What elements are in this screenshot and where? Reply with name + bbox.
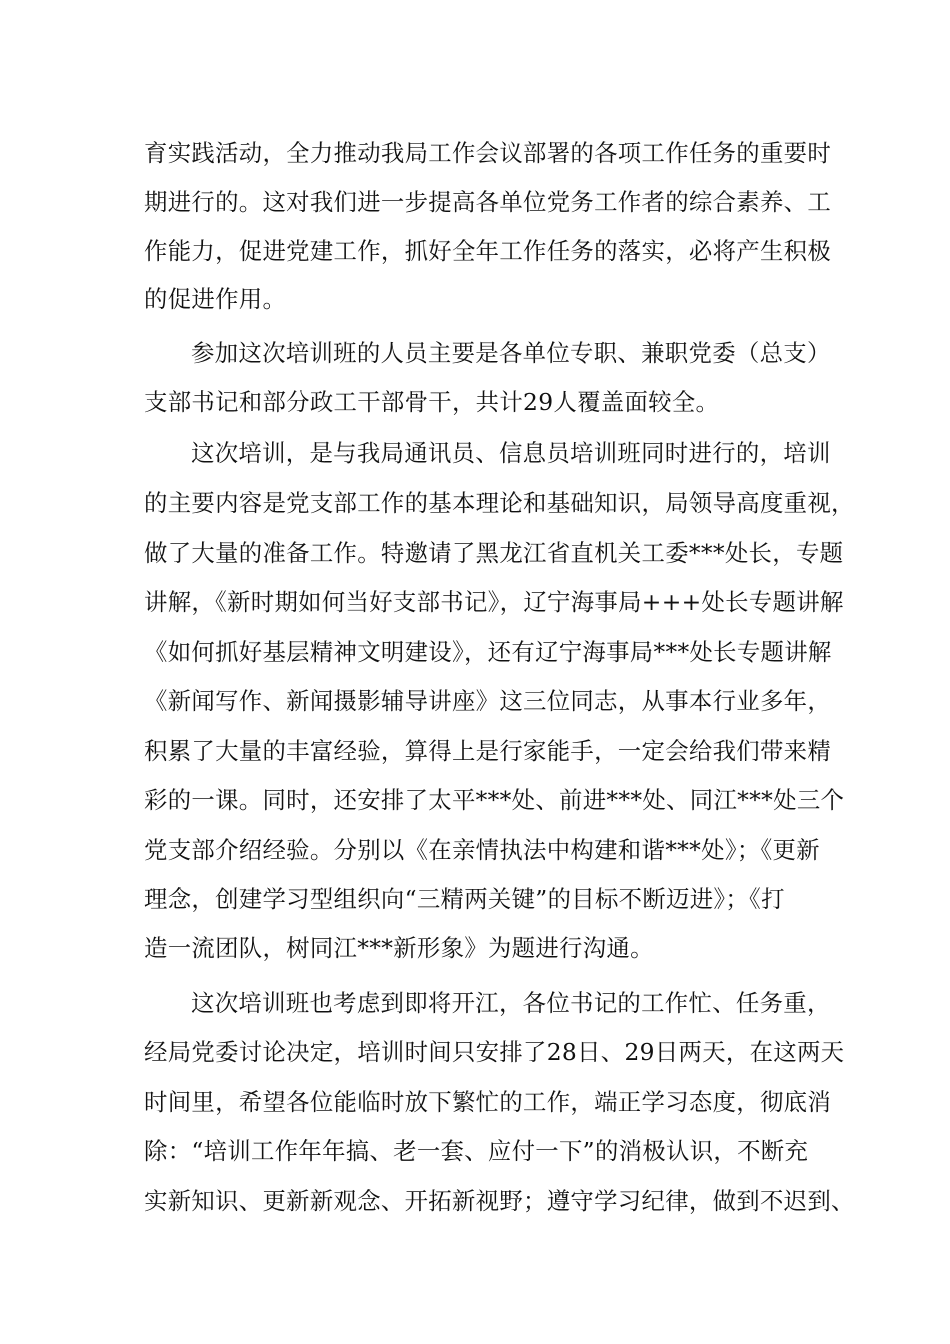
text-line: 的主要内容是党支部工作的基本理论和基础知识，局领导高度重视， xyxy=(144,489,855,517)
text-line: 这次培训，是与我局通讯员、信息员培训班同时进行的，培训 xyxy=(191,439,831,467)
text-line: 时间里，希望各位能临时放下繁忙的工作，端正学习态度，彻底消 xyxy=(144,1088,832,1116)
text-line: 期进行的。这对我们进一步提高各单位党务工作者的综合素养、工 xyxy=(144,188,832,216)
text-line: 党支部介绍经验。分别以《在亲情执法中构建和谐***处》；《更新 xyxy=(144,836,820,864)
text-line: 讲解，《新时期如何当好支部书记》，辽宁海事局+++处长专题讲解 xyxy=(144,588,844,616)
text-line: 理念，创建学习型组织向“三精两关键”的目标不断迈进》；《打 xyxy=(144,885,785,913)
text-line: 造一流团队，树同江***新形象》为题进行沟通。 xyxy=(144,934,654,962)
text-line: 除：“培训工作年年搞、老一套、应付一下”的消极认识，不断充 xyxy=(144,1137,809,1165)
text-line: 这次培训班也考虑到即将开江，各位书记的工作忙、任务重， xyxy=(191,989,831,1017)
text-line: 实新知识、更新新观念、开拓新视野；遵守学习纪律，做到不迟到、 xyxy=(144,1187,855,1215)
text-line: 《新闻写作、新闻摄影辅导讲座》这三位同志，从事本行业多年， xyxy=(144,687,832,715)
text-line: 育实践活动，全力推动我局工作会议部署的各项工作任务的重要时 xyxy=(144,139,832,167)
text-line: 《如何抓好基层精神文明建设》，还有辽宁海事局***处长专题讲解 xyxy=(144,638,832,666)
text-line: 经局党委讨论决定，培训时间只安排了28日、29日两天，在这两天 xyxy=(144,1038,845,1066)
text-line: 积累了大量的丰富经验，算得上是行家能手，一定会给我们带来精 xyxy=(144,737,832,765)
text-line: 参加这次培训班的人员主要是各单位专职、兼职党委（总支） xyxy=(191,339,831,367)
text-line: 做了大量的准备工作。特邀请了黑龙江省直机关工委***处长，专题 xyxy=(144,539,844,567)
text-line: 支部书记和部分政工干部骨干，共计29人覆盖面较全。 xyxy=(144,388,720,416)
text-line: 的促进作用。 xyxy=(144,285,287,313)
text-line: 作能力，促进党建工作，抓好全年工作任务的落实，必将产生积极 xyxy=(144,237,832,265)
text-line: 彩的一课。同时，还安排了太平***处、前进***处、同江***处三个 xyxy=(144,786,845,814)
